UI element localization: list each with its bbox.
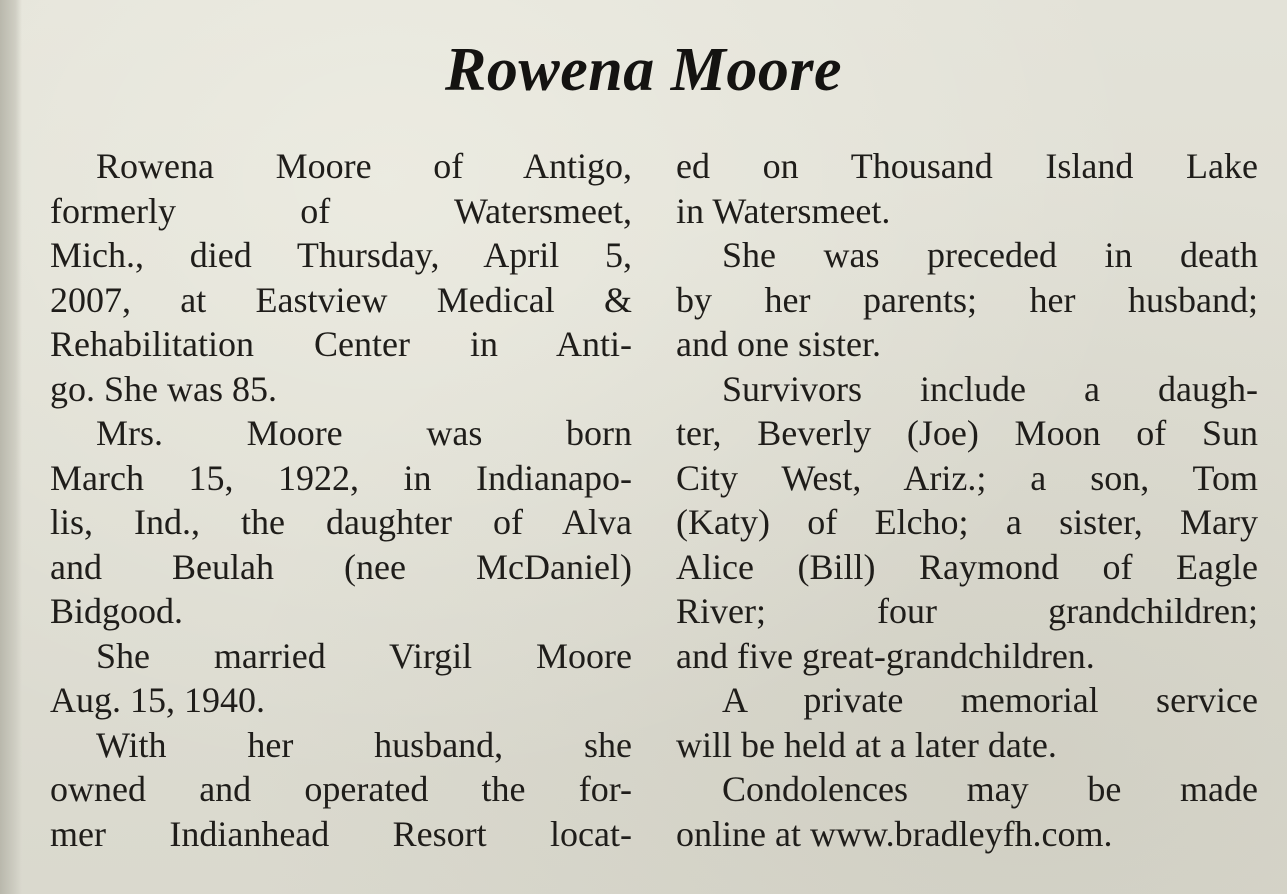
article-line: Rehabilitation Center in Anti- bbox=[50, 324, 632, 364]
obituary-headline: Rowena Moore bbox=[445, 36, 842, 104]
right-column bbox=[676, 144, 1258, 856]
article-line: Alice (Bill) Raymond of Eagle bbox=[676, 546, 1258, 587]
article-line: go. She was 85. bbox=[50, 368, 277, 409]
article-line: by her parents; her husband; bbox=[676, 279, 1258, 320]
article-line: online at www.bradleyfh.com. bbox=[676, 813, 1113, 854]
article-line: will be held at a later date. bbox=[676, 724, 1057, 765]
article-line: She was preceded in death bbox=[722, 235, 1258, 275]
article-line: and one sister. bbox=[676, 324, 881, 364]
article-line: March 15, 1922, in Indianapo- bbox=[50, 457, 632, 498]
article-line: With her husband, she bbox=[96, 724, 632, 765]
article-line: Survivors include a daugh- bbox=[722, 368, 1258, 409]
article-line: ter, Beverly (Joe) Moon of Sun bbox=[676, 413, 1258, 453]
article-line: and Beulah (nee McDaniel) bbox=[50, 546, 632, 587]
article-line: (Katy) of Elcho; a sister, Mary bbox=[676, 502, 1258, 542]
article-line: She married Virgil Moore bbox=[96, 635, 632, 676]
article-line: 2007, at Eastview Medical & bbox=[50, 279, 632, 320]
article-line: Rowena Moore of Antigo, bbox=[96, 146, 632, 186]
article-line: A private memorial service bbox=[722, 680, 1258, 720]
article-line: Aug. 15, 1940. bbox=[50, 680, 265, 720]
article-line: City West, Ariz.; a son, Tom bbox=[676, 457, 1258, 498]
article-line: Mrs. Moore was born bbox=[96, 413, 632, 453]
article-line: mer Indianhead Resort locat- bbox=[50, 813, 632, 854]
article-line: owned and operated the for- bbox=[50, 769, 632, 809]
clipping-edge-shadow bbox=[0, 0, 22, 894]
article-line: Condolences may be made bbox=[722, 769, 1258, 809]
article-line: ed on Thousand Island Lake bbox=[676, 146, 1258, 186]
article-line: lis, Ind., the daughter of Alva bbox=[50, 502, 632, 542]
article-line: and five great-grandchildren. bbox=[676, 635, 1095, 676]
article-line: River; four grandchildren; bbox=[676, 591, 1258, 631]
article-line: Mich., died Thursday, April 5, bbox=[50, 235, 632, 275]
article-line: Bidgood. bbox=[50, 591, 184, 631]
article-line: in Watersmeet. bbox=[676, 190, 891, 231]
article-line: formerly of Watersmeet, bbox=[50, 190, 632, 231]
left-column bbox=[50, 144, 632, 856]
